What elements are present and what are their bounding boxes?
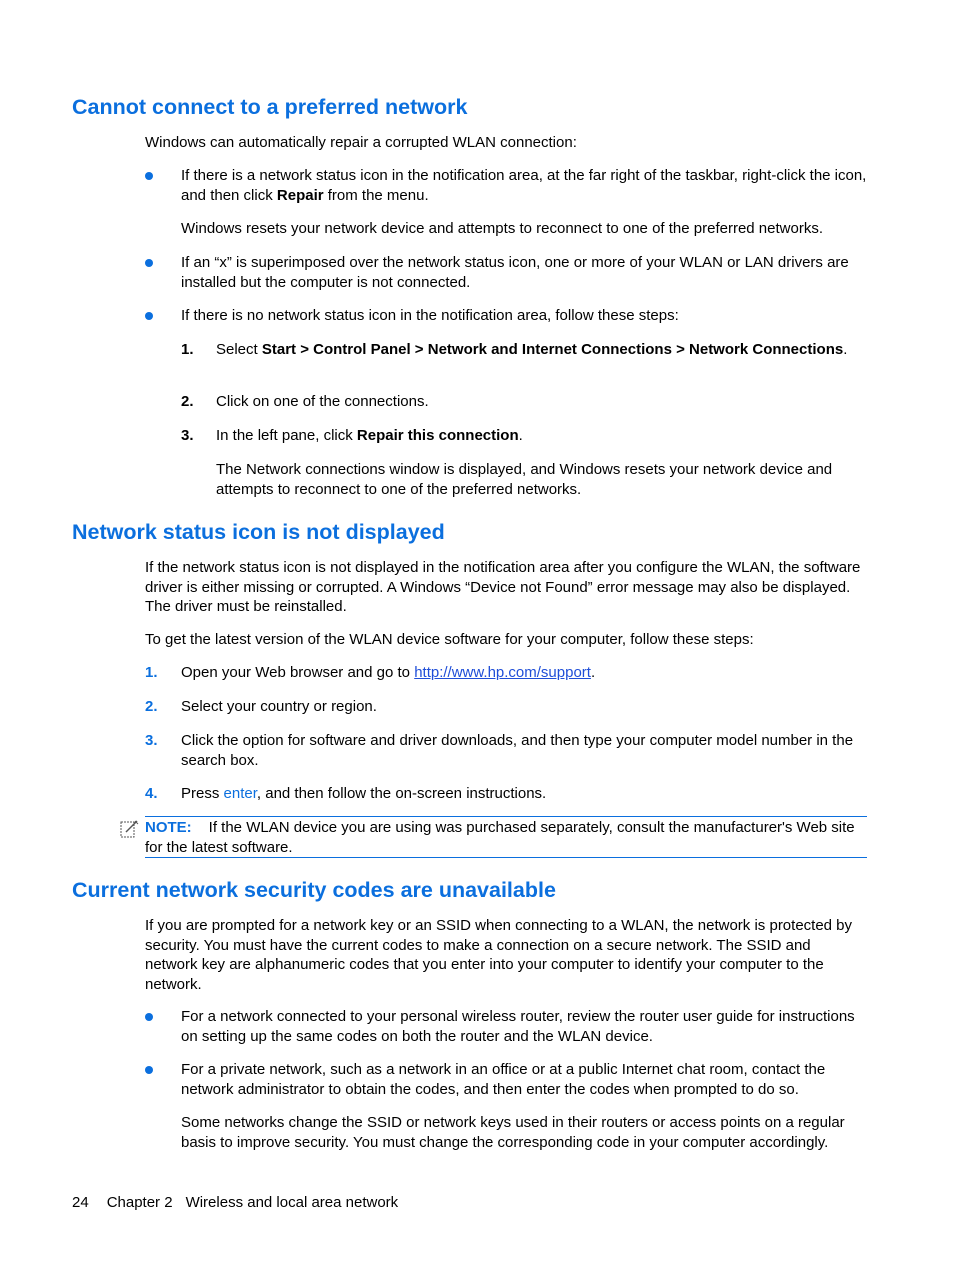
note-pencil-icon	[120, 820, 140, 838]
bullet-icon	[145, 312, 153, 320]
bullet-icon	[145, 1013, 153, 1021]
bullet-private-network-note: Some networks change the SSID or network keys used in their routers or access points on a regular basis to improve security. You must change the corresponding code in your computer accordingly.	[181, 1114, 845, 1151]
bullet-private-network: For a private network, such as a network in an office or at a public Internet chat room, contact the network administrator to obtain the codes, and then enter the codes when prompted to do so.	[181, 1061, 826, 1098]
bullet-repair: If there is a network status icon in the notification area, at the far right of the taskbar, right-click the icon, and then click Repair from the menu.	[181, 167, 867, 204]
step-number: 2.	[145, 698, 158, 715]
bullet-no-icon: If there is no network status icon in the notification area, follow these steps:	[181, 307, 679, 324]
step-repair-result: The Network connections window is displayed, and Windows resets your network device and attempts to reconnect to one of the preferred networks.	[216, 461, 833, 498]
step-open-browser: Open your Web browser and go to http://www.hp.com/support.	[181, 664, 596, 681]
note-text: NOTE: If the WLAN device you are using was purchased separately, consult the manufacturer's Web site for the latest software.	[145, 819, 855, 856]
step-number: 3.	[145, 732, 158, 749]
page-number: 24	[72, 1194, 89, 1211]
step-number: 2.	[181, 393, 194, 410]
footer-chapter-title: Wireless and local area network	[185, 1194, 399, 1211]
intro-text: Windows can automatically repair a corrupted WLAN connection:	[145, 134, 577, 151]
note-label: NOTE:	[145, 819, 192, 836]
step-select-start: Select Start > Control Panel > Network and Internet Connections > Network Connections.	[216, 341, 848, 358]
step-press-enter: Press enter, and then follow the on-screen instructions.	[181, 785, 547, 802]
step-select-country: Select your country or region.	[181, 698, 377, 715]
step-number: 4.	[145, 785, 158, 802]
section-title-status-icon: Network status icon is not displayed	[72, 520, 445, 544]
footer-chapter: Chapter 2	[106, 1194, 173, 1211]
step-repair-connection: In the left pane, click Repair this connection.	[216, 427, 523, 444]
section-title-preferred-network: Cannot connect to a preferred network	[72, 95, 468, 119]
section-title-security-codes: Current network security codes are unavailable	[72, 878, 556, 902]
step-download-option: Click the option for software and driver downloads, and then type your computer model number in the search box.	[181, 732, 854, 769]
note-top-rule	[145, 816, 867, 817]
step-number: 1.	[145, 664, 158, 681]
bullet-icon	[145, 172, 153, 180]
para-get-latest: To get the latest version of the WLAN device software for your computer, follow these steps:	[145, 631, 754, 648]
bullet-icon	[145, 259, 153, 267]
step-click-connection: Click on one of the connections.	[216, 393, 429, 410]
hp-support-link[interactable]: http://www.hp.com/support	[414, 664, 591, 681]
bullet-x-icon: If an “x” is superimposed over the network status icon, one or more of your WLAN or LAN drivers are installed but the computer is not connected.	[181, 254, 849, 291]
bullet-icon	[145, 1066, 153, 1074]
note-bottom-rule	[145, 857, 867, 858]
step-number: 1.	[181, 341, 194, 358]
page-footer	[72, 1193, 398, 1212]
step-number: 3.	[181, 427, 194, 444]
bullet-repair-note: Windows resets your network device and attempts to reconnect to one of the preferred networks.	[181, 220, 823, 237]
para-driver-missing: If the network status icon is not displayed in the notification area after you configure the WLAN, the software driver is either missing or corrupted. A Windows “Device not Found” error message may also be displayed. The driver must be reinstalled.	[145, 559, 861, 615]
para-security-codes: If you are prompted for a network key or an SSID when connecting to a WLAN, the network is protected by security. You must have the current codes to make a connection on a secure network. The SSID and network key are alphanumeric codes that you enter into your computer to identify your computer to the network.	[145, 917, 853, 993]
enter-key: enter	[223, 785, 257, 802]
bullet-personal-router: For a network connected to your personal wireless router, review the router user guide for instructions on setting up the same codes on both the router and the WLAN device.	[181, 1008, 855, 1045]
